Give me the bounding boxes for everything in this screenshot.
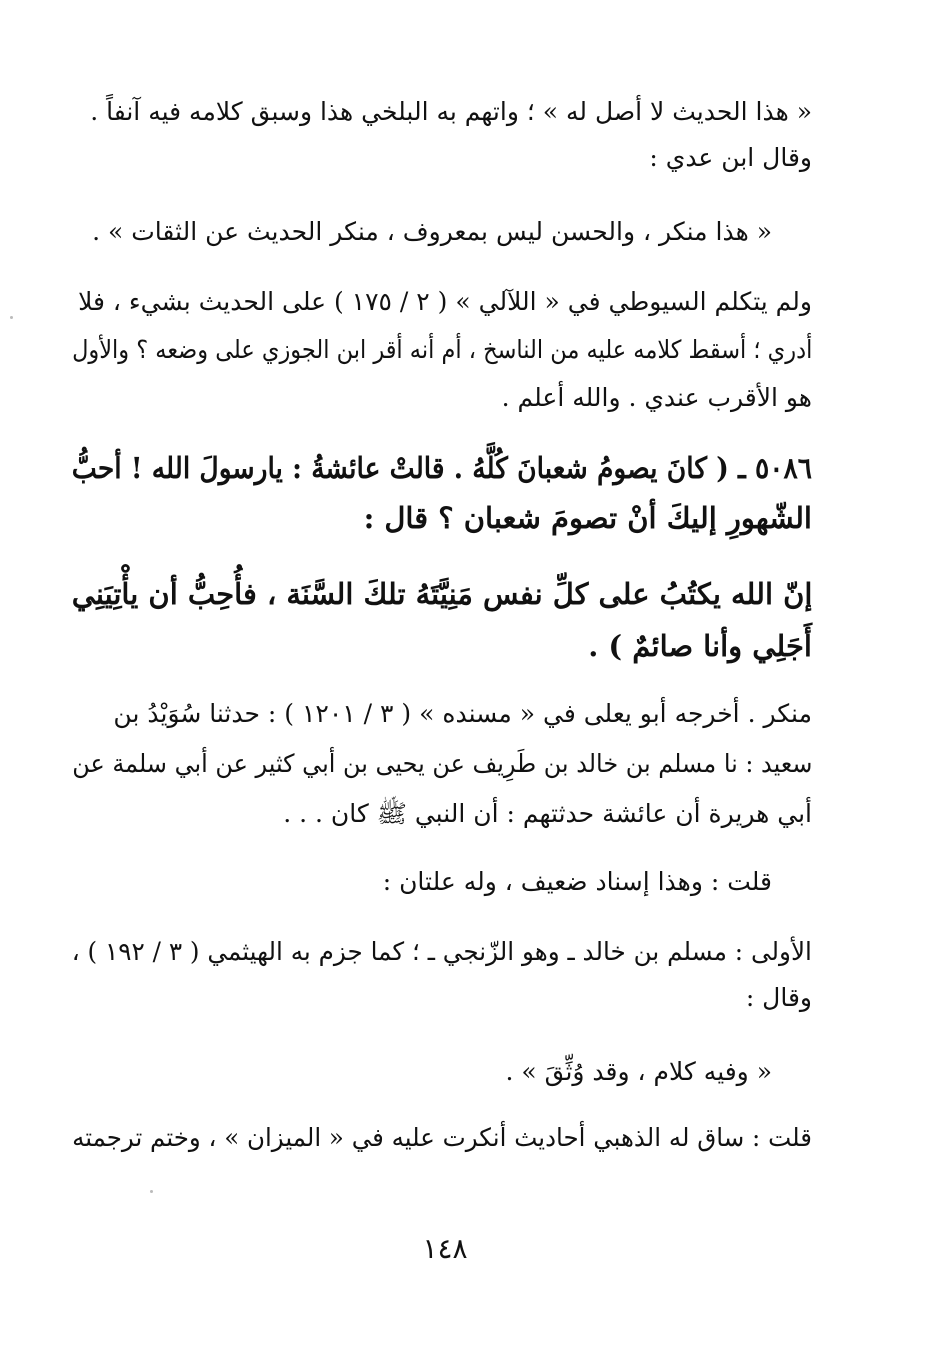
text-line: ولم يتكلم السيوطي في « اللآلي » ( ٢ / ١٧٥ ) على الحديث بشيء ، فلا [78,287,812,316]
quote-line: « هذا منكر ، والحسن ليس بمعروف ، منكر الحديث عن الثقات » . [92,217,772,246]
hadith-heading-line: ٥٠٨٦ ـ ( كانَ يصومُ شعبانَ كُلَّهُ . قالتْ عائشةُ : يارسولَ الله ! أحبُّ [71,451,812,485]
text-line: وقال : [745,983,812,1012]
text-line: قلت : وهذا إسناد ضعيف ، وله علتان : [382,867,772,896]
scan-speck [10,316,13,319]
quote-line: « وفيه كلام ، وقد وُثِّقَ » . [505,1057,772,1086]
hadith-text-line: إنّ الله يكتُبُ على كلِّ نفس مَنِيَّتَهُ تلكَ السَّنَة ، فأُحِبُّ أن يأْتِيَنِي [71,577,812,611]
page-number: ١٤٨ [422,1232,468,1265]
text-line: أدري ؛ أسقط كلامه عليه من الناسخ ، أم أنه أقر ابن الجوزي على وضعه ؟ والأول [71,335,812,364]
text-line: أبي هريرة أن عائشة حدثتهم : أن النبي ﷺ كان . . . [283,799,812,828]
text-line: منكر . أخرجه أبو يعلى في « مسنده » ( ٣ / ١٢٠١ ) : حدثنا سُوَيْدُ بن [113,699,812,728]
text-line: وقال ابن عدي : [649,143,812,172]
text-line: « هذا الحديث لا أصل له » ؛ واتهم به البلخي هذا وسبق كلامه فيه آنفاً . [90,97,812,126]
text-line: قلت : ساق له الذهبي أحاديث أنكرت عليه في « الميزان » ، وختم ترجمته [72,1123,812,1152]
hadith-heading-line: الشّهورِ إليكَ أنْ تصومَ شعبان ؟ قال : [363,501,812,535]
text-line: سعيد : نا مسلم بن خالد بن طَرِيف عن يحيى بن أبي كثير عن أبي سلمة عن [71,749,812,778]
hadith-text-line: أَجَلِي وأنا صائمٌ ) . [588,629,812,663]
text-line: الأولى : مسلم بن خالد ـ وهو الزّنجي ـ ؛ كما جزم به الهيثمي ( ٣ / ١٩٢ ) ، [71,937,813,966]
text-line: هو الأقرب عندي . والله أعلم . [501,383,812,412]
scan-speck [150,1190,153,1193]
